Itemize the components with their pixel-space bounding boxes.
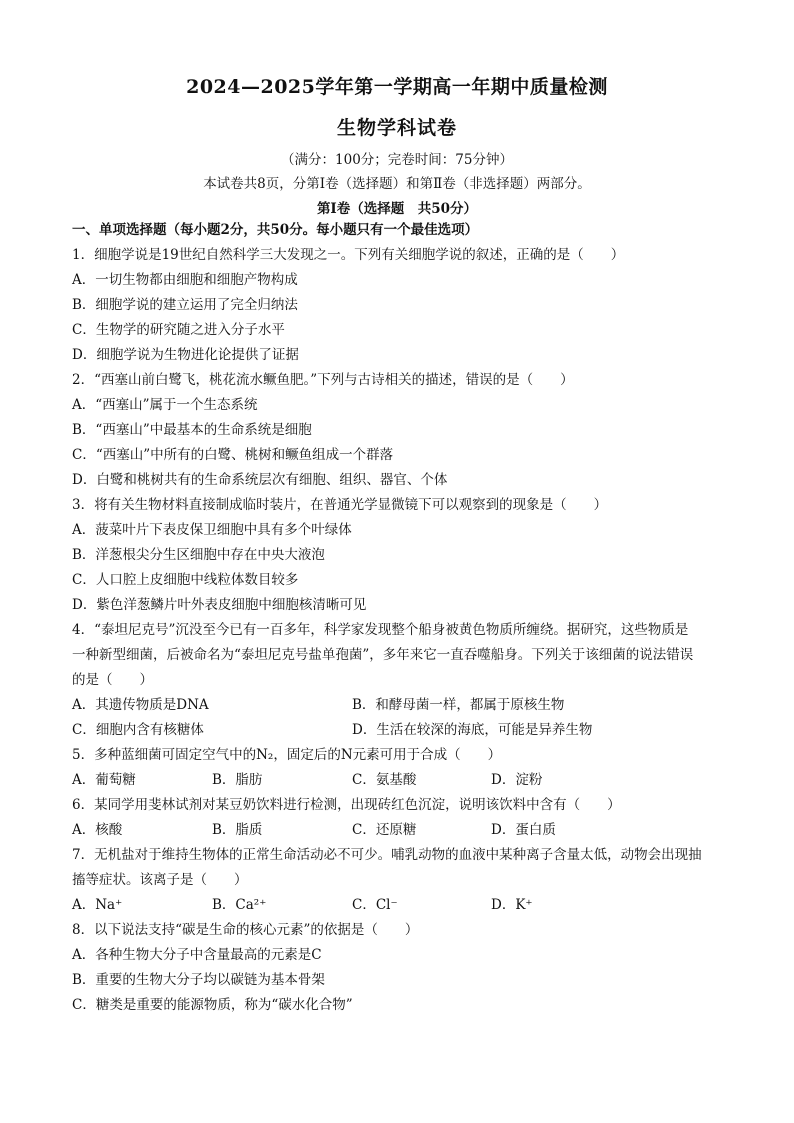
question-4-option-a: A．其遗传物质是DNA <box>72 697 209 713</box>
part1-heading: 第Ⅰ卷（选择题 共50分） <box>316 201 478 217</box>
question-3-option-b: B．洋葱根尖分生区细胞中存在中央大液泡 <box>72 547 325 563</box>
question-8-option-c: C．糖类是重要的能源物质，称为“碳水化合物” <box>72 997 353 1013</box>
question-3-option-d: D．紫色洋葱鳞片叶外表皮细胞中细胞核清晰可见 <box>72 597 367 613</box>
question-8-option-b: B．重要的生物大分子均以碳链为基本骨架 <box>72 972 325 988</box>
question-5-option-c: C．氨基酸 <box>352 772 417 788</box>
question-3-option-a: A．菠菜叶片下表皮保卫细胞中具有多个叶绿体 <box>72 522 352 538</box>
question-2-stem: 2．“西塞山前白鹭飞，桃花流水鳜鱼肥。”下列与古诗相关的描述，错误的是（ ） <box>72 372 574 388</box>
question-7-option-b: B．Ca²⁺ <box>212 897 267 913</box>
question-1-option-d: D．细胞学说为生物进化论提供了证据 <box>72 347 299 363</box>
exam-meta: （满分：100分；完卷时间：75分钟） <box>281 152 513 168</box>
question-7-option-d: D．K⁺ <box>491 897 533 913</box>
question-6-option-a: A．核酸 <box>72 822 123 838</box>
question-4-stem-line-3: 的是（ ） <box>72 672 153 688</box>
question-5-option-b: B．脂肪 <box>212 772 263 788</box>
question-4-option-c: C．细胞内含有核糖体 <box>72 722 204 738</box>
question-8-stem: 8．以下说法支持“碳是生命的核心元素”的依据是（ ） <box>72 922 419 938</box>
question-5-option-a: A．葡萄糖 <box>72 772 136 788</box>
question-1-option-c: C．生物学的研究随之进入分子水平 <box>72 322 285 338</box>
question-5-option-d: D．淀粉 <box>491 772 543 788</box>
question-4-option-b: B．和酵母菌一样，都属于原核生物 <box>352 697 565 713</box>
question-1-option-a: A．一切生物都由细胞和细胞产物构成 <box>72 272 298 288</box>
question-2-option-d: D．白鹭和桃树共有的生命系统层次有细胞、组织、器官、个体 <box>72 472 448 488</box>
question-4-option-d: D．生活在较深的海底，可能是异养生物 <box>352 722 593 738</box>
question-6-option-d: D．蛋白质 <box>491 822 556 838</box>
question-1-option-b: B．细胞学说的建立运用了完全归纳法 <box>72 297 298 313</box>
question-2-option-b: B．“西塞山”中最基本的生命系统是细胞 <box>72 422 312 438</box>
question-7-stem-line-1: 7．无机盐对于维持生物体的正常生命活动必不可少。哺乳动物的血液中某种离子含量太低，动物会出现抽 <box>72 847 702 863</box>
question-3-option-c: C．人口腔上皮细胞中线粒体数目较多 <box>72 572 299 588</box>
question-3-stem: 3．将有关生物材料直接制成临时装片，在普通光学显微镜下可以观察到的现象是（ ） <box>72 497 608 513</box>
question-4-stem-line-1: 4．“泰坦尼克号”沉没至今已有一百多年，科学家发现整个船身被黄色物质所缠绕。据研究，这些物质是 <box>72 622 689 638</box>
section1-title: 一、单项选择题（每小题2分，共50分。每小题只有一个最佳选项） <box>72 222 479 238</box>
question-8-option-a: A．各种生物大分子中含量最高的元素是C <box>72 947 322 963</box>
question-4-stem-line-2: 一种新型细菌，后被命名为“泰坦尼克号盐单孢菌”，多年来它一直吞噬船身。下列关于该细菌的说法错误 <box>72 647 694 663</box>
question-1-stem: 1．细胞学说是19世纪自然科学三大发现之一。下列有关细胞学说的叙述，正确的是（ ） <box>72 247 625 263</box>
question-7-stem-line-2: 搐等症状。该离子是（ ） <box>72 872 248 888</box>
exam-note: 本试卷共8页，分第Ⅰ卷（选择题）和第Ⅱ卷（非选择题）两部分。 <box>203 176 591 192</box>
question-6-stem: 6．某同学用斐林试剂对某豆奶饮料进行检测，出现砖红色沉淀，说明该饮料中含有（ ） <box>72 797 621 813</box>
exam-title: 2024—2025学年第一学期高一年期中质量检测 <box>186 76 608 98</box>
question-7-option-a: A．Na⁺ <box>72 897 123 913</box>
subject-title: 生物学科试卷 <box>336 117 457 139</box>
question-6-option-c: C．还原糖 <box>352 822 417 838</box>
question-7-option-c: C．Cl⁻ <box>352 897 398 913</box>
question-6-option-b: B．脂质 <box>212 822 263 838</box>
question-2-option-c: C．“西塞山”中所有的白鹭、桃树和鳜鱼组成一个群落 <box>72 447 394 463</box>
question-5-stem: 5．多种蓝细菌可固定空气中的N₂，固定后的N元素可用于合成（ ） <box>72 747 502 763</box>
question-2-option-a: A．“西塞山”属于一个生态系统 <box>72 397 258 413</box>
